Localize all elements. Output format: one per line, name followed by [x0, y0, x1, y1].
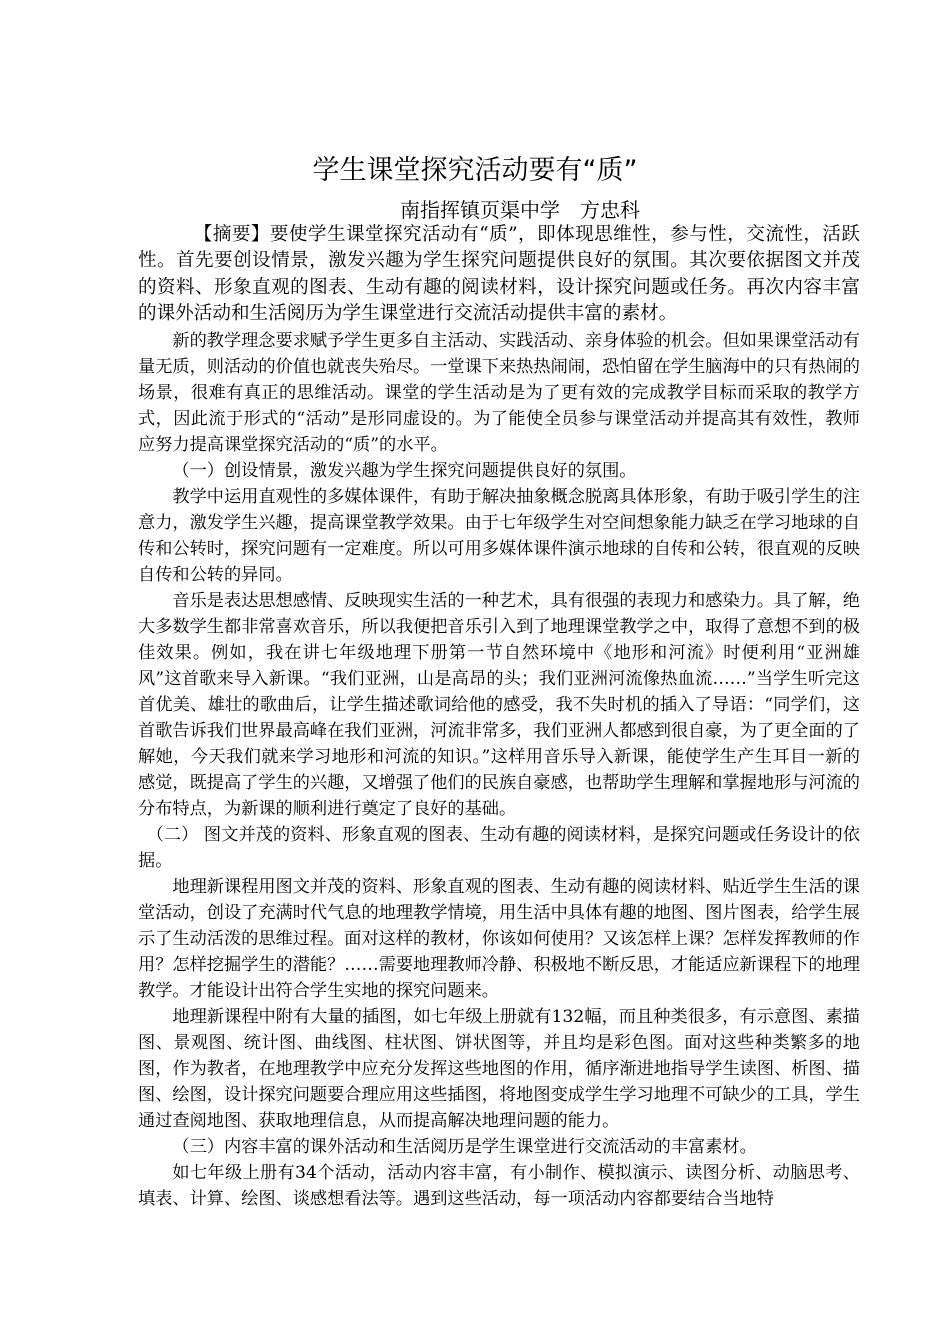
- body-paragraph: 新的教学理念要求赋予学生更多自主活动、实践活动、亲身体验的机会。但如果课堂活动有量无质，则活动的价值也就丧失殆尽。一堂课下来热热闹闹，恐怕留在学生脑海中的只有热闹的场景，很难有真正的思维活动。课堂的学生活动是为了更有效的完成教学目标而采取的教学方式，因此流于形式的“活动”是形同虚设的。为了能使全员参与课堂活动并提高其有效性，教师应努力提高课堂探究活动的“质”的水平。: [138, 330, 860, 455]
- body-paragraph: 如七年级上册有34个活动，活动内容丰富，有小制作、模拟演示、读图分析、动脑思考、填表、计算、绘图、谈感想看法等。遇到这些活动，每一项活动内容都要结合当地特: [138, 1162, 860, 1209]
- document-title: 学生课堂探究活动要有“质”: [312, 155, 638, 186]
- section-heading: （二） 图文并茂的资料、形象直观的图表、生动有趣的阅读材料，是探究问题或任务设计的依据。: [138, 824, 860, 871]
- section-heading: （三）内容丰富的课外活动和生活阅历是学生课堂进行交流活动的丰富素材。: [172, 1136, 757, 1157]
- author-byline: 南指挥镇页渠中学 方忠科: [400, 198, 640, 222]
- body-paragraph: 音乐是表达思想感情、反映现实生活的一种艺术，具有很强的表现力和感染力。具了解，绝大多数学生都非常喜欢音乐，所以我便把音乐引入到了地理课堂教学之中，取得了意想不到的极佳效果。例如，我在讲七年级地理下册第一节自然环境中《地形和河流》时便利用“亚洲雄风”这首歌来导入新课。“我们亚洲，山是高昂的头；我们亚洲河流像热血流……”当学生听完这首优美、雄壮的歌曲后，让学生描述歌词给他的感受，我不失时机的插入了导语：“同学们，这首歌告诉我们世界最高峰在我们亚洲，河流非常多，我们亚洲人都感到很自豪，为了更全面的了解她，今天我们就来学习地形和河流的知识。”这样用音乐导入新课，能使学生产生耳目一新的感觉，既提高了学生的兴趣，又增强了他们的民族自豪感，也帮助学生理解和掌握地形与河流的分布特点，为新课的顺利进行奠定了良好的基础。: [138, 590, 860, 819]
- section-heading: （一）创设情景，激发兴趣为学生探究问题提供良好的氛围。: [172, 460, 637, 481]
- abstract-paragraph: 【摘要】要使学生课堂探究活动有“质”，即体现思维性，参与性，交流性，活跃性。首先要创设情景，激发兴趣为学生探究问题提供良好的氛围。其次要依据图文并茂的资料、形象直观的图表、生动有趣的阅读材料，设计探究问题或任务。再次内容丰富的课外活动和生活阅历为学生课堂进行交流活动提供丰富的素材。: [138, 224, 860, 325]
- body-paragraph: 地理新课程中附有大量的插图，如七年级上册就有132幅，而且种类很多，有示意图、素描图、景观图、统计图、曲线图、柱状图、饼状图等，并且均是彩色图。面对这些种类繁多的地图，作为教者，在地理教学中应充分发挥这些地图的作用，循序渐进地指导学生读图、析图、描图、绘图，设计探究问题要合理应用这些插图，将地图变成学生学习地理不可缺少的工具，学生通过查阅地图、获取地理信息，从而提高解决地理问题的能力。: [138, 1006, 860, 1131]
- body-paragraph: 地理新课程用图文并茂的资料、形象直观的图表、生动有趣的阅读材料、贴近学生生活的课堂活动，创设了充满时代气息的地理教学情境，用生活中具体有趣的地图、图片图表，给学生展示了生动活泼的思维过程。面对这样的教材，你该如何使用？又该怎样上课？怎样发挥教师的作用？怎样挖掘学生的潜能？……需要地理教师冷静、积极地不断反思，才能适应新课程下的地理教学。才能设计出符合学生实地的探究问题来。: [138, 876, 860, 1001]
- body-paragraph: 教学中运用直观性的多媒体课件，有助于解决抽象概念脱离具体形象，有助于吸引学生的注意力，激发学生兴趣，提高课堂教学效果。由于七年级学生对空间想象能力缺乏在学习地球的自传和公转时，探究问题有一定难度。所以可用多媒体课件演示地球的自传和公转，很直观的反映自传和公转的异同。: [138, 486, 860, 585]
- document-body: [138, 222, 860, 1212]
